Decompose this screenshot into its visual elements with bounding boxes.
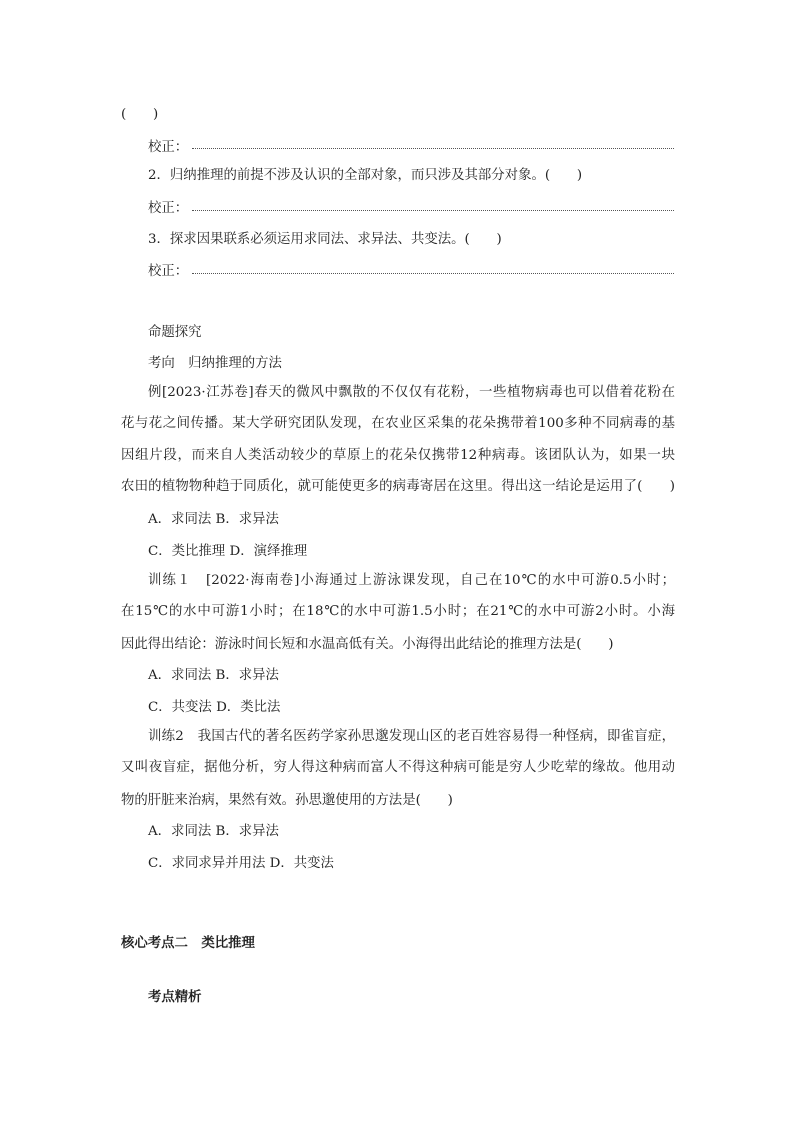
training2-line: 又叫夜盲症，据他分析，穷人得这种病而富人不得这种病可能是穷人少吃荤的缘故。他用动 [121, 760, 675, 775]
example-line: 农田的植物物种趋于同质化，就可能使更多的病毒寄居在这里。得出这一结论是运用了( ) [121, 479, 675, 494]
training1-option: A．求同法 B．求异法 [148, 668, 279, 683]
statement-2: 2．归纳推理的前提不涉及认识的全部对象，而只涉及其部分对象。( ) [148, 168, 583, 183]
example-line: 例[2023·江苏卷]春天的微风中飘散的不仅仅有花粉，一些植物病毒也可以借着花粉在 [148, 385, 675, 400]
section2-heading: 核心考点二 类比推理 [121, 936, 255, 951]
example-line: 花与花之间传播。某大学研究团队发现，在农业区采集的花朵携带着100多种不同病毒的基 [121, 416, 675, 431]
correction-blank [192, 148, 674, 149]
training2-option: A．求同法 B．求异法 [148, 824, 279, 839]
training2-line: 物的肝脏来治病，果然有效。孙思邈使用的方法是( ) [121, 793, 453, 808]
example-line: 因组片段，而来自人类活动较少的草原上的花朵仅携带12种病毒。该团队认为，如果一块 [121, 448, 675, 463]
training1-option: C．共变法 D．类比法 [148, 700, 281, 715]
section-subheading: 考向 归纳推理的方法 [148, 356, 282, 371]
section-heading: 命题探究 [148, 325, 202, 340]
example-option: A．求同法 B．求异法 [148, 512, 279, 527]
section2-subheading: 考点精析 [148, 990, 202, 1005]
training1-line: 训练１ [2022·海南卷]小海通过上游泳课发现，自己在10℃的水中可游0.5小时； [148, 573, 675, 588]
correction-label: 校正： [148, 264, 189, 279]
correction-label: 校正： [148, 201, 189, 216]
training1-line: 因此得出结论：游泳时间长短和水温高低有关。小海得出此结论的推理方法是( ) [121, 637, 614, 652]
correction-label: 校正： [148, 140, 189, 155]
statement-3: 3．探求因果联系必须运用求同法、求异法、共变法。( ) [148, 232, 502, 247]
answer-paren: ( ) [121, 107, 159, 122]
correction-blank [192, 210, 674, 211]
example-option: C．类比推理 D．演绎推理 [148, 544, 308, 559]
training2-line: 训练2 我国古代的著名医药学家孙思邈发现山区的老百姓容易得一种怪病，即雀盲症， [148, 729, 675, 744]
correction-blank [192, 273, 674, 274]
training2-option: C．求同求异并用法 D．共变法 [148, 856, 334, 871]
training1-line: 在15℃的水中可游1小时；在18℃的水中可游1.5小时；在21℃的水中可游2小时。小海 [121, 604, 675, 619]
